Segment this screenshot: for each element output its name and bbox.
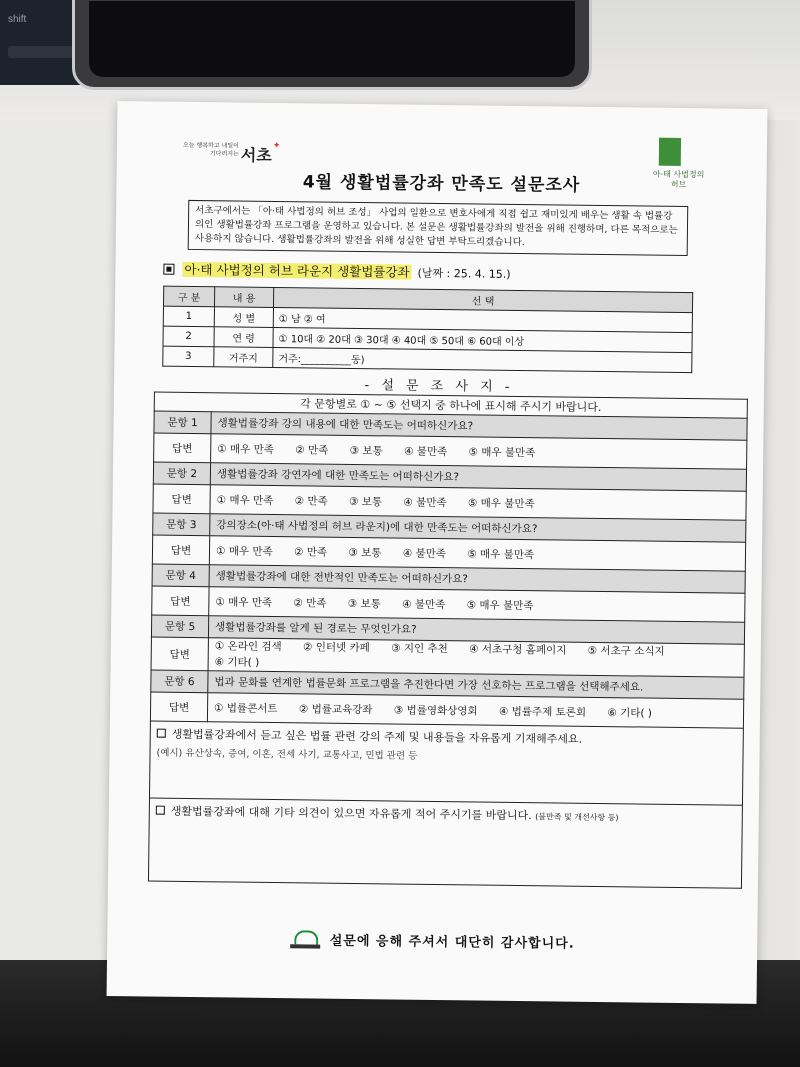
free-response-topics[interactable] xyxy=(149,721,743,805)
answer-label: 답변 xyxy=(154,433,211,463)
hub-mark-icon xyxy=(659,138,681,166)
header-content: 내 용 xyxy=(214,287,273,308)
option-district-homepage[interactable]: ④ 서초구청 홈페이지 xyxy=(469,643,567,657)
row-number: 3 xyxy=(163,346,214,367)
lecture-name: 아·태 사법정의 허브 라운지 생활법률강좌 xyxy=(184,261,410,280)
option-very-satisfied[interactable]: ① 매우 만족 xyxy=(216,493,274,507)
free-response-row xyxy=(149,721,743,805)
free-response-title xyxy=(156,803,736,826)
option-satisfied[interactable]: ② 만족 xyxy=(293,596,327,610)
option-very-dissatisfied[interactable]: ⑤ 매우 불만족 xyxy=(467,547,535,561)
header-choice: 선 택 xyxy=(273,287,692,312)
row-item: 연 령 xyxy=(214,327,273,348)
question-text: 생활법률강좌를 알게 된 경로는 무엇인가요? xyxy=(208,616,744,645)
filled-square-icon xyxy=(163,264,174,275)
free-response-example: (예시) 유산상속, 증여, 이혼, 전세 사기, 교통사고, 민법 관련 등 xyxy=(156,747,418,762)
option-satisfied[interactable]: ② 만족 xyxy=(293,545,328,559)
lecture-line xyxy=(163,260,510,282)
lecture-date: (날짜 : 25. 4. 15.) xyxy=(417,266,511,281)
demographics-table xyxy=(162,286,693,373)
option-dissatisfied[interactable]: ④ 불만족 xyxy=(402,547,447,560)
question-text: 생활법률강좌에 대한 전반적인 만족도는 어떠하신가요? xyxy=(209,565,745,594)
free-title-text: 생활법률강좌에 대해 기타 의견이 있으면 자유롭게 적어 주시기를 바랍니다. xyxy=(170,804,532,823)
question-text: 생활법률강좌 강의 내용에 대한 만족도는 어떠하신가요? xyxy=(211,412,747,441)
option-internet-cafe[interactable]: ② 인터넷 카페 xyxy=(302,641,370,655)
option-law-education[interactable]: ② 법률교육강좌 xyxy=(298,702,373,716)
answer-label: 답변 xyxy=(152,535,209,565)
survey-paper xyxy=(107,101,768,1004)
free-title-text: 생활법률강좌에서 듣고 싶은 법률 관련 강의 주제 및 내용들을 자유롭게 기재해주세요. xyxy=(171,727,583,746)
answer-label: 답변 xyxy=(150,692,207,722)
option-neutral[interactable]: ③ 보통 xyxy=(347,597,381,610)
footer-thanks xyxy=(107,927,757,954)
hub-logo-label: 아·태 사법정의 허브 xyxy=(652,169,705,190)
row-number: 1 xyxy=(163,306,214,327)
row-item: 거주지 xyxy=(214,347,273,368)
age-choices[interactable]: ① 10대 ② 20대 ③ 30대 ④ 40대 ⑤ 50대 ⑥ 60대 이상 xyxy=(273,327,692,352)
option-satisfied[interactable]: ② 만족 xyxy=(295,443,329,457)
seocho-mark-icon xyxy=(290,930,320,948)
square-bullet-icon xyxy=(156,806,165,815)
option-other[interactable]: ⑥ 기타( ) xyxy=(607,706,653,720)
option-other[interactable]: ⑥ 기타( ) xyxy=(214,656,260,669)
square-bullet-icon xyxy=(157,729,166,738)
question-text: 강의장소(아·태 사법정의 허브 라운지)에 대한 만족도는 어떠하신가요? xyxy=(210,514,746,543)
option-very-satisfied[interactable]: ① 매우 만족 xyxy=(215,595,273,609)
option-neutral[interactable]: ③ 보통 xyxy=(348,546,382,559)
question-text: 생활법률강좌 강연자에 대한 만족도는 어떠하신가요? xyxy=(210,463,746,492)
survey-instruction: 각 문항별로 ① ~ ⑤ 선택지 중 하나에 표시해 주시기 바랍니다. xyxy=(154,392,747,418)
free-response-note: (불만족 및 개선사항 등) xyxy=(535,812,619,823)
question-label: 문항 3 xyxy=(153,513,210,536)
option-very-dissatisfied[interactable]: ⑤ 매우 불만족 xyxy=(466,598,534,612)
option-dissatisfied[interactable]: ④ 불만족 xyxy=(403,496,447,509)
section-divider: - 설 문 조 사 지 - xyxy=(364,378,514,395)
option-satisfied[interactable]: ② 만족 xyxy=(294,494,328,508)
option-very-satisfied[interactable]: ① 매우 만족 xyxy=(217,442,274,456)
question-text: 법과 문화를 연계한 법률문화 프로그램을 추진한다면 가장 선호하는 프로그램을 선택해주세요. xyxy=(208,671,744,700)
row-item: 성 별 xyxy=(214,307,273,328)
free-response-row xyxy=(148,798,742,888)
star-icon: ✦ xyxy=(272,140,281,152)
residence-field[interactable]: 거주:__________동) xyxy=(273,347,692,372)
survey-table xyxy=(148,392,748,889)
tablet-screen xyxy=(89,1,575,77)
option-very-satisfied[interactable]: ① 매우 만족 xyxy=(215,544,273,558)
question-label: 문항 1 xyxy=(154,411,211,434)
option-online-search[interactable]: ① 온라인 검색 xyxy=(214,640,282,654)
option-very-dissatisfied[interactable]: ⑤ 매우 불만족 xyxy=(468,445,536,459)
option-very-dissatisfied[interactable]: ⑤ 매우 불만족 xyxy=(467,496,535,510)
option-law-concert[interactable]: ① 법률콘서트 xyxy=(214,701,278,715)
option-district-newsletter[interactable]: ⑤ 서초구 소식지 xyxy=(587,644,665,658)
option-neutral[interactable]: ③ 보통 xyxy=(348,495,383,508)
gender-choices[interactable]: ① 남 ② 여 xyxy=(273,307,692,332)
answer-label: 답변 xyxy=(152,586,209,616)
header-category: 구 분 xyxy=(163,286,214,307)
page-title: 4월 생활법률강좌 만족도 설문조사 xyxy=(302,172,581,196)
option-law-film[interactable]: ③ 법률영화상영회 xyxy=(393,703,478,718)
logo-slogan: 오늘 행복하고 내일이 기다려지는 xyxy=(182,141,239,158)
option-referral[interactable]: ③ 지인 추천 xyxy=(391,642,448,656)
row-number: 2 xyxy=(163,326,214,347)
question-label: 문항 5 xyxy=(151,615,208,638)
option-neutral[interactable]: ③ 보통 xyxy=(349,444,383,457)
shift-key: shift xyxy=(8,14,27,25)
answer-label: 답변 xyxy=(153,484,210,514)
option-dissatisfied[interactable]: ④ 불만족 xyxy=(403,445,448,458)
footer-text: 설문에 응해 주셔서 대단히 감사합니다. xyxy=(329,933,575,952)
option-law-debate[interactable]: ④ 법률주제 토론회 xyxy=(498,705,587,719)
intro-text: 서초구에서는 「아·태 사법정의 허브 조성」 사업의 일환으로 변호사에게 직접 쉽고 재미있게 배우는 생활 속 법률강의인 생활법률강좌 프로그램을 운영하고 있습니다. 본 설문은 생활법률강좌의 발전을 위해 진행하며, 다른 목적으로는 사용하지 않습니다. 생활법률강좌의 발전을 위해 성실한 답변 부탁드리겠습니다. xyxy=(188,200,689,256)
free-response-comments[interactable] xyxy=(148,798,742,888)
key-row xyxy=(8,46,78,58)
answer-label: 답변 xyxy=(151,637,208,671)
question-label: 문항 2 xyxy=(153,462,210,485)
question-label: 문항 6 xyxy=(151,670,208,693)
tablet-device xyxy=(72,0,592,90)
option-dissatisfied[interactable]: ④ 불만족 xyxy=(402,598,446,611)
logo-name: 서초 xyxy=(240,145,272,165)
question-label: 문항 4 xyxy=(152,564,209,587)
